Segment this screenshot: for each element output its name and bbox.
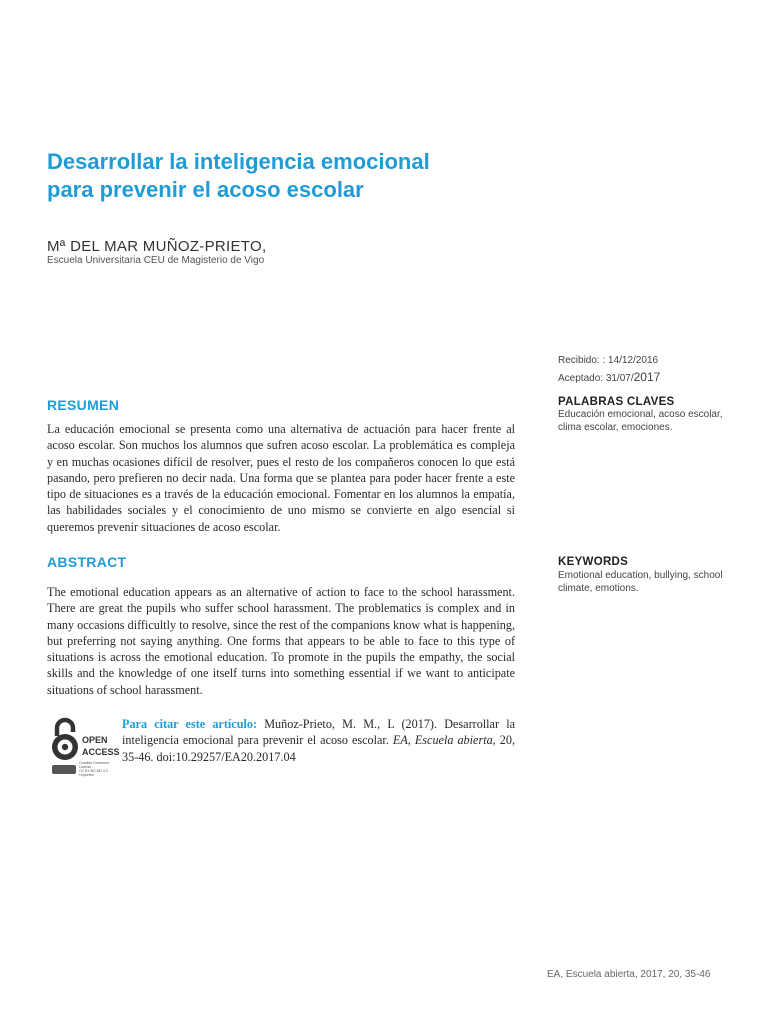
cc-line-1: Creative Commons License <box>79 761 110 769</box>
open-access-logo <box>48 716 120 777</box>
footer-journal: Escuela abierta, 2017, 20, 35-46 <box>563 969 711 980</box>
dates-block <box>558 352 660 387</box>
open-access-line1: OPEN <box>82 735 108 745</box>
keywords-text: Emotional education, bullying, school climate, emotions. <box>558 570 723 594</box>
open-access-line2: ACCESS <box>82 747 120 757</box>
accepted-value: 31/07/ <box>605 373 634 384</box>
title-line-2: para prevenir el acoso escolar <box>47 177 364 202</box>
page-footer <box>547 969 710 980</box>
cc-license-text <box>79 761 120 777</box>
accepted-label: Aceptado: <box>558 373 606 384</box>
palabras-claves-heading: PALABRAS CLAVES <box>558 396 675 408</box>
cc-badge-icon <box>52 765 76 774</box>
open-lock-icon <box>48 716 82 762</box>
abstract-text: The emotional education appears as an alternative of action to face to the school harassment. There are great the pupils who suffer school harassment. The problematics is complex and in many occasions difficultly to resolve, since the rest of the companions know what is happening, but preferring not saying anything. One forms that appears to be able to face to this type of situations is across the emotional education. To promote in the pupils the empathy, the social skills and the knowledge of one itself turns into something essential if we want to anticipate situations of school harassment. <box>47 585 515 697</box>
accepted-year: 2017 <box>633 370 661 384</box>
footer-ea: EA, <box>547 969 564 980</box>
cc-license <box>52 761 120 777</box>
author-name: Mª DEL MAR MUÑOZ-PRIETO, <box>47 238 267 255</box>
keywords-heading: KEYWORDS <box>558 556 629 568</box>
citation-text-1: Muñoz-Prieto, M. M., L (2017). Desarrollar la inteligencia emocional para prevenir el acoso escolar. <box>122 717 515 748</box>
received-date <box>558 352 660 369</box>
resumen-text: La educación emocional se presenta como una alternativa de actuación para hacer frente al acoso escolar. Son muchos los alumnos que sufren acoso escolar. La problemática es compleja y en muchas ocasiones difícil de resolver, pues el resto de los compañeros conocen lo que está pasando, pero prefieren no decir nada. Una forma que se plantea para poder hacer frente a este tipo de situaciones es a través de la educación emocional. Fomentar en los alumnos la empatía, las habilidades sociales y el conocimiento de uno mismo se convierte en algo esencial si queremos prevenir situaciones de acoso escolar. <box>47 422 515 534</box>
article-title <box>47 148 547 204</box>
cc-line-2: CC BY-NC-ND 3.0 Unported <box>79 769 108 777</box>
open-access-label <box>82 734 120 758</box>
palabras-claves-text: Educación emocional, acoso escolar, clima escolar, emociones. <box>558 409 723 433</box>
received-value: 14/12/2016 <box>608 355 659 366</box>
citation-block <box>122 716 515 765</box>
author-affiliation: Escuela Universitaria CEU de Magisterio de Vigo <box>47 255 265 266</box>
citation-label: Para citar este artículo: <box>122 717 258 731</box>
resumen-heading: RESUMEN <box>47 397 120 413</box>
citation-journal: EA, Escuela abierta <box>392 733 493 748</box>
received-label: Recibido: : <box>558 355 609 366</box>
accepted-date <box>558 369 660 387</box>
abstract-heading: ABSTRACT <box>47 554 127 570</box>
title-line-1: Desarrollar la inteligencia emocional <box>47 149 430 174</box>
citation-text-2: , 20, 35-46. doi:10.29257/EA20.2017.04 <box>122 733 515 764</box>
